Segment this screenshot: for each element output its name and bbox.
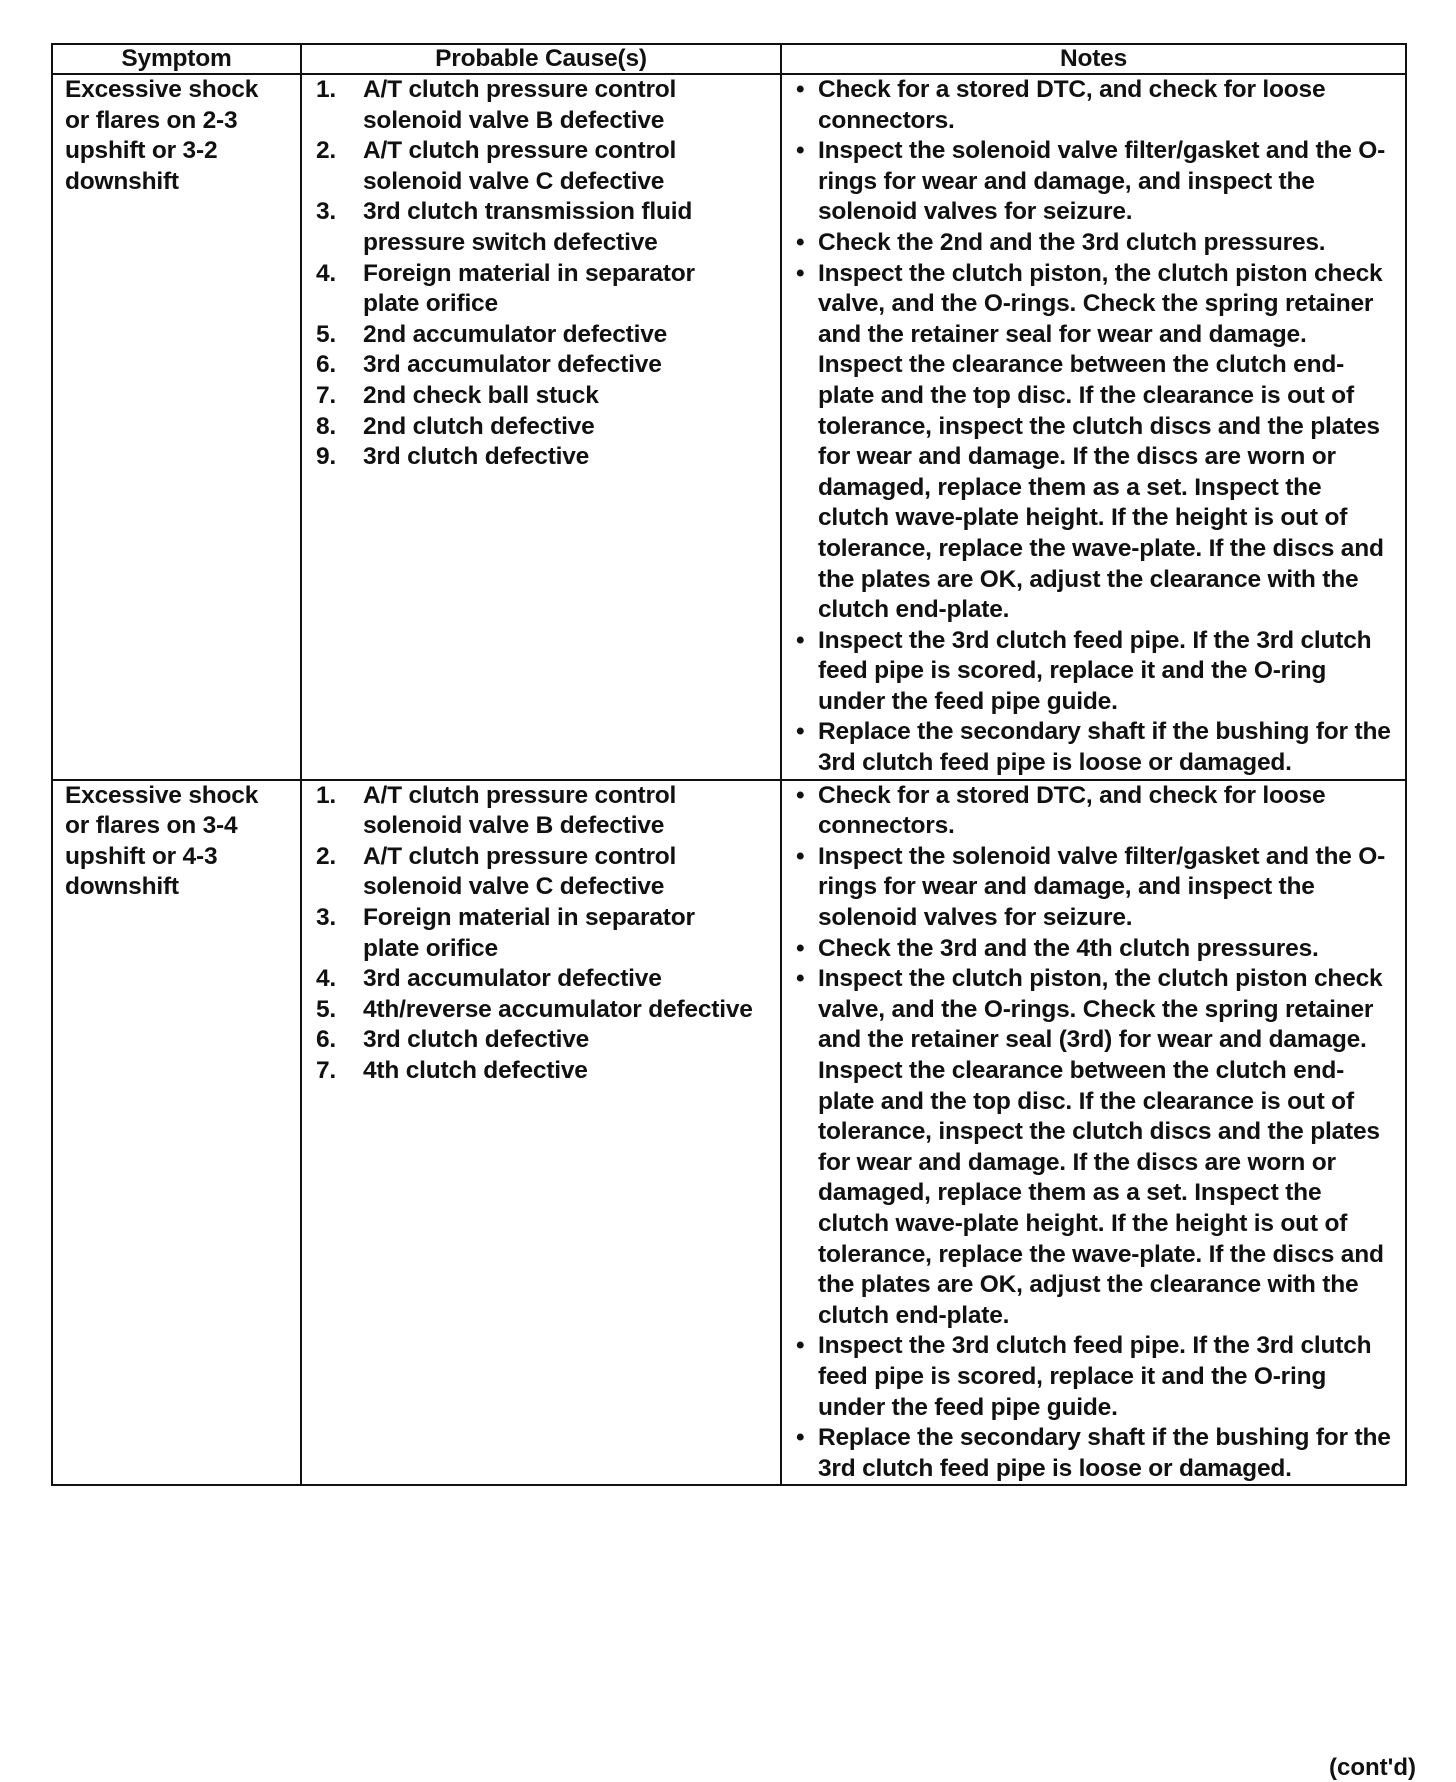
cause-number: 1.	[316, 76, 337, 103]
list-item	[794, 1331, 1397, 1423]
cause-text: A/T clutch pressure control solenoid valve C defective	[363, 137, 677, 195]
bullet-icon: •	[796, 76, 805, 103]
bullet-icon: •	[796, 228, 805, 256]
notes-list	[794, 781, 1397, 1485]
list-item	[794, 717, 1397, 778]
bullet-icon: •	[796, 781, 805, 809]
causes-cell	[301, 780, 781, 1486]
table-header-row	[52, 44, 1406, 74]
list-item	[316, 350, 774, 381]
bullet-icon: •	[796, 626, 805, 654]
cause-text: 4th/reverse accumulator defective	[363, 995, 753, 1023]
note-text: Check the 2nd and the 3rd clutch pressures.	[818, 228, 1326, 256]
list-item	[316, 320, 774, 351]
notes-cell	[781, 780, 1406, 1486]
note-text: Inspect the clutch piston, the clutch piston check valve, and the O-rings. Check the spring retainer and the retainer seal (3rd) for wear and damage. Inspect the clearance between the clutch end-plate and the top disc. If the clearance is out of tolerance, inspect the clutch discs and the plates for wear and damage. If the discs are worn or damaged, replace them as a set. Inspect the clutch wave-plate height. If the height is out of tolerance, replace the wave-plate. If the discs and the plates are OK, adjust the clearance with the clutch end-plate.	[818, 965, 1384, 1329]
list-item	[794, 781, 1397, 842]
cause-text: 4th clutch defective	[363, 1057, 588, 1084]
symptom-cell	[52, 780, 301, 1486]
list-item	[794, 934, 1397, 965]
note-text: Check for a stored DTC, and check for loose connectors.	[818, 781, 1326, 840]
list-item	[794, 75, 1397, 136]
cause-text: 3rd clutch defective	[363, 1026, 590, 1054]
note-text: Inspect the 3rd clutch feed pipe. If the 3rd clutch feed pipe is scored, replace it and the O-ring under the feed pipe guide.	[818, 1332, 1372, 1421]
bullet-icon: •	[796, 1424, 805, 1452]
note-text: Inspect the solenoid valve filter/gasket and the O-rings for wear and damage, and inspect the solenoid valves for seizure.	[818, 842, 1386, 932]
cause-number: 5.	[316, 320, 337, 348]
cause-number: 3.	[316, 904, 337, 932]
table-row	[52, 780, 1406, 1486]
bullet-icon: •	[796, 1332, 805, 1360]
symptom-cell	[52, 74, 301, 780]
cause-number: 5.	[316, 995, 337, 1023]
cause-list	[316, 781, 774, 1087]
table-row	[52, 74, 1406, 780]
bullet-icon: •	[796, 137, 805, 165]
cause-number: 2.	[316, 842, 337, 870]
list-item	[316, 1056, 774, 1087]
symptom-text: Excessive shock or flares on 2-3 upshift or 3-2 downshift	[65, 76, 259, 195]
list-item	[794, 626, 1397, 718]
header-symptom: Symptom	[52, 44, 301, 74]
bullet-icon: •	[796, 934, 805, 962]
list-item	[794, 228, 1397, 259]
cause-number: 6.	[316, 351, 337, 379]
symptom-text: Excessive shock or flares on 3-4 upshift or 4-3 downshift	[65, 781, 259, 901]
cause-text: 2nd clutch defective	[363, 412, 595, 440]
cause-number: 8.	[316, 412, 337, 440]
list-item	[316, 197, 774, 258]
cause-text: 2nd check ball stuck	[363, 381, 599, 409]
note-text: Check for a stored DTC, and check for loose connectors.	[818, 76, 1326, 134]
note-text: Check the 3rd and the 4th clutch pressures.	[818, 934, 1319, 962]
note-text: Inspect the solenoid valve filter/gasket and the O-rings for wear and damage, and inspect the solenoid valves for seizure.	[818, 137, 1386, 226]
bullet-icon: •	[796, 965, 805, 993]
note-text: Replace the secondary shaft if the bushing for the 3rd clutch feed pipe is loose or damaged.	[818, 1424, 1391, 1482]
cause-number: 4.	[316, 259, 337, 287]
cause-text: 3rd clutch transmission fluid pressure switch defective	[363, 198, 693, 256]
cause-text: 3rd clutch defective	[363, 443, 590, 471]
cause-number: 6.	[316, 1026, 337, 1054]
cause-number: 1.	[316, 781, 337, 809]
cause-text: Foreign material in separator plate orifice	[363, 904, 695, 962]
list-item	[316, 1025, 774, 1056]
cause-number: 2.	[316, 137, 337, 165]
list-item	[794, 1423, 1397, 1484]
list-item	[794, 259, 1397, 626]
note-text: Inspect the 3rd clutch feed pipe. If the 3rd clutch feed pipe is scored, replace it and the O-ring under the feed pipe guide.	[818, 626, 1372, 715]
bullet-icon: •	[796, 842, 805, 870]
bullet-icon: •	[796, 718, 805, 746]
list-item	[316, 259, 774, 320]
cause-number: 9.	[316, 443, 337, 471]
cause-number: 7.	[316, 381, 337, 409]
list-item	[316, 75, 774, 136]
cause-text: Foreign material in separator plate orifice	[363, 259, 695, 318]
note-text: Replace the secondary shaft if the bushing for the 3rd clutch feed pipe is loose or damaged.	[818, 718, 1391, 777]
list-item	[794, 964, 1397, 1331]
cause-text: 3rd accumulator defective	[363, 965, 662, 993]
cause-text: A/T clutch pressure control solenoid valve B defective	[363, 76, 677, 134]
header-notes: Notes	[781, 44, 1406, 74]
list-item	[316, 412, 774, 443]
list-item	[316, 136, 774, 197]
list-item	[794, 136, 1397, 228]
notes-list	[794, 75, 1397, 779]
header-probable-causes: Probable Cause(s)	[301, 44, 781, 74]
cause-number: 7.	[316, 1057, 337, 1084]
list-item	[316, 903, 774, 964]
note-text: Inspect the clutch piston, the clutch piston check valve, and the O-rings. Check the spring retainer and the retainer seal for wear and damage. Inspect the clearance between the clutch end-plate and the top disc. If the clearance is out of tolerance, inspect the clutch discs and the plates for wear and damage. If the discs are worn or damaged, replace them as a set. Inspect the clutch wave-plate height. If the height is out of tolerance, replace the wave-plate. If the discs and the plates are OK, adjust the clearance with the clutch end-plate.	[818, 259, 1384, 624]
cause-text: 2nd accumulator defective	[363, 320, 668, 348]
bullet-icon: •	[796, 259, 805, 287]
list-item	[316, 842, 774, 903]
cause-number: 3.	[316, 198, 337, 226]
cause-text: A/T clutch pressure control solenoid valve B defective	[363, 781, 677, 840]
causes-cell	[301, 74, 781, 780]
list-item	[794, 842, 1397, 934]
list-item	[316, 442, 774, 473]
cause-text: 3rd accumulator defective	[363, 351, 662, 379]
cause-list	[316, 75, 774, 473]
cause-text: A/T clutch pressure control solenoid valve C defective	[363, 842, 677, 901]
cause-number: 4.	[316, 965, 337, 993]
list-item	[316, 381, 774, 412]
continued-label: (cont'd)	[1328, 1754, 1416, 1781]
list-item	[316, 781, 774, 842]
troubleshooting-table	[51, 43, 1407, 1486]
notes-cell	[781, 74, 1406, 780]
list-item	[316, 995, 774, 1026]
list-item	[316, 964, 774, 995]
